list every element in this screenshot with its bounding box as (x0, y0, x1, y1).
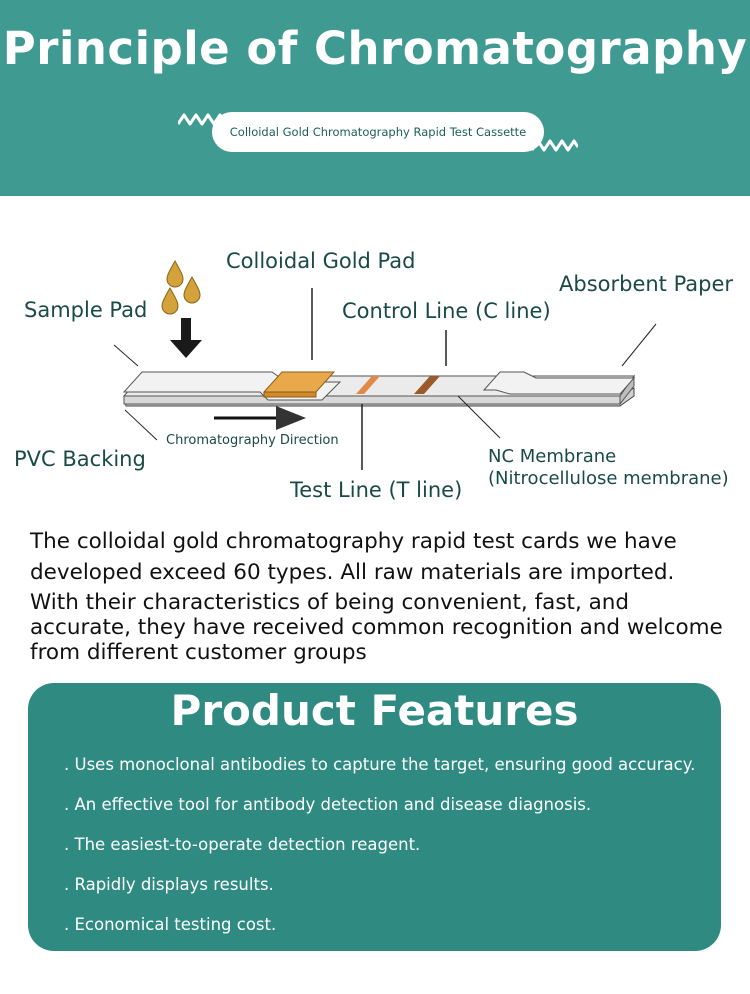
label-colloidal-gold-pad: Colloidal Gold Pad (226, 249, 416, 273)
label-nc-membrane-full: (Nitrocellulose membrane) (488, 468, 729, 489)
label-sample-pad: Sample Pad (24, 298, 148, 322)
feature-item: . Economical testing cost. (64, 915, 277, 934)
label-pvc-backing: PVC Backing (14, 447, 146, 471)
label-control-line: Control Line (C line) (342, 299, 551, 323)
features-title: Product Features (170, 686, 579, 735)
feature-item: . An effective tool for antibody detection and disease diagnosis. (64, 795, 592, 814)
droplet-icon (167, 261, 183, 287)
feature-item: . Rapidly displays results. (64, 875, 274, 894)
droplet-icon (162, 288, 178, 314)
product-features-panel (28, 683, 721, 951)
label-nc-membrane: NC Membrane (488, 446, 617, 467)
label-chromatography-direction: Chromatography Direction (166, 433, 339, 448)
description-paragraph-2: With their characteristics of being convenient, fast, and accurate, they have received common recognition and welcome from different customer groups (30, 590, 723, 665)
feature-item: . Uses monoclonal antibodies to capture the target, ensuring good accuracy. (64, 755, 696, 774)
header-banner (0, 0, 750, 196)
label-absorbent-paper: Absorbent Paper (559, 272, 734, 296)
subtitle-pill (212, 112, 544, 152)
description-text (30, 526, 735, 665)
pointer-absorbent-paper (622, 324, 656, 366)
absorbent-paper-shape (484, 372, 634, 394)
pointer-sample-pad (114, 345, 138, 366)
pointer-pvc-backing (125, 410, 157, 440)
droplet-icon (184, 277, 200, 303)
strip-front-edge (124, 396, 620, 404)
description-paragraph-1: The colloidal gold chromatography rapid test cards we have developed exceed 60 types. All raw materials are imported. (30, 529, 677, 585)
feature-list (64, 753, 695, 953)
gold-pad-front (264, 392, 316, 397)
test-strip-diagram (0, 200, 750, 520)
subtitle-text: Colloidal Gold Chromatography Rapid Test Cassette (229, 125, 527, 139)
page-title: Principle of Chromatography (2, 22, 748, 75)
drop-arrow-icon (170, 318, 202, 358)
zigzag-right-decoration (532, 138, 578, 154)
label-test-line: Test Line (T line) (290, 478, 463, 502)
feature-item: . The easiest-to-operate detection reagent. (64, 835, 421, 854)
